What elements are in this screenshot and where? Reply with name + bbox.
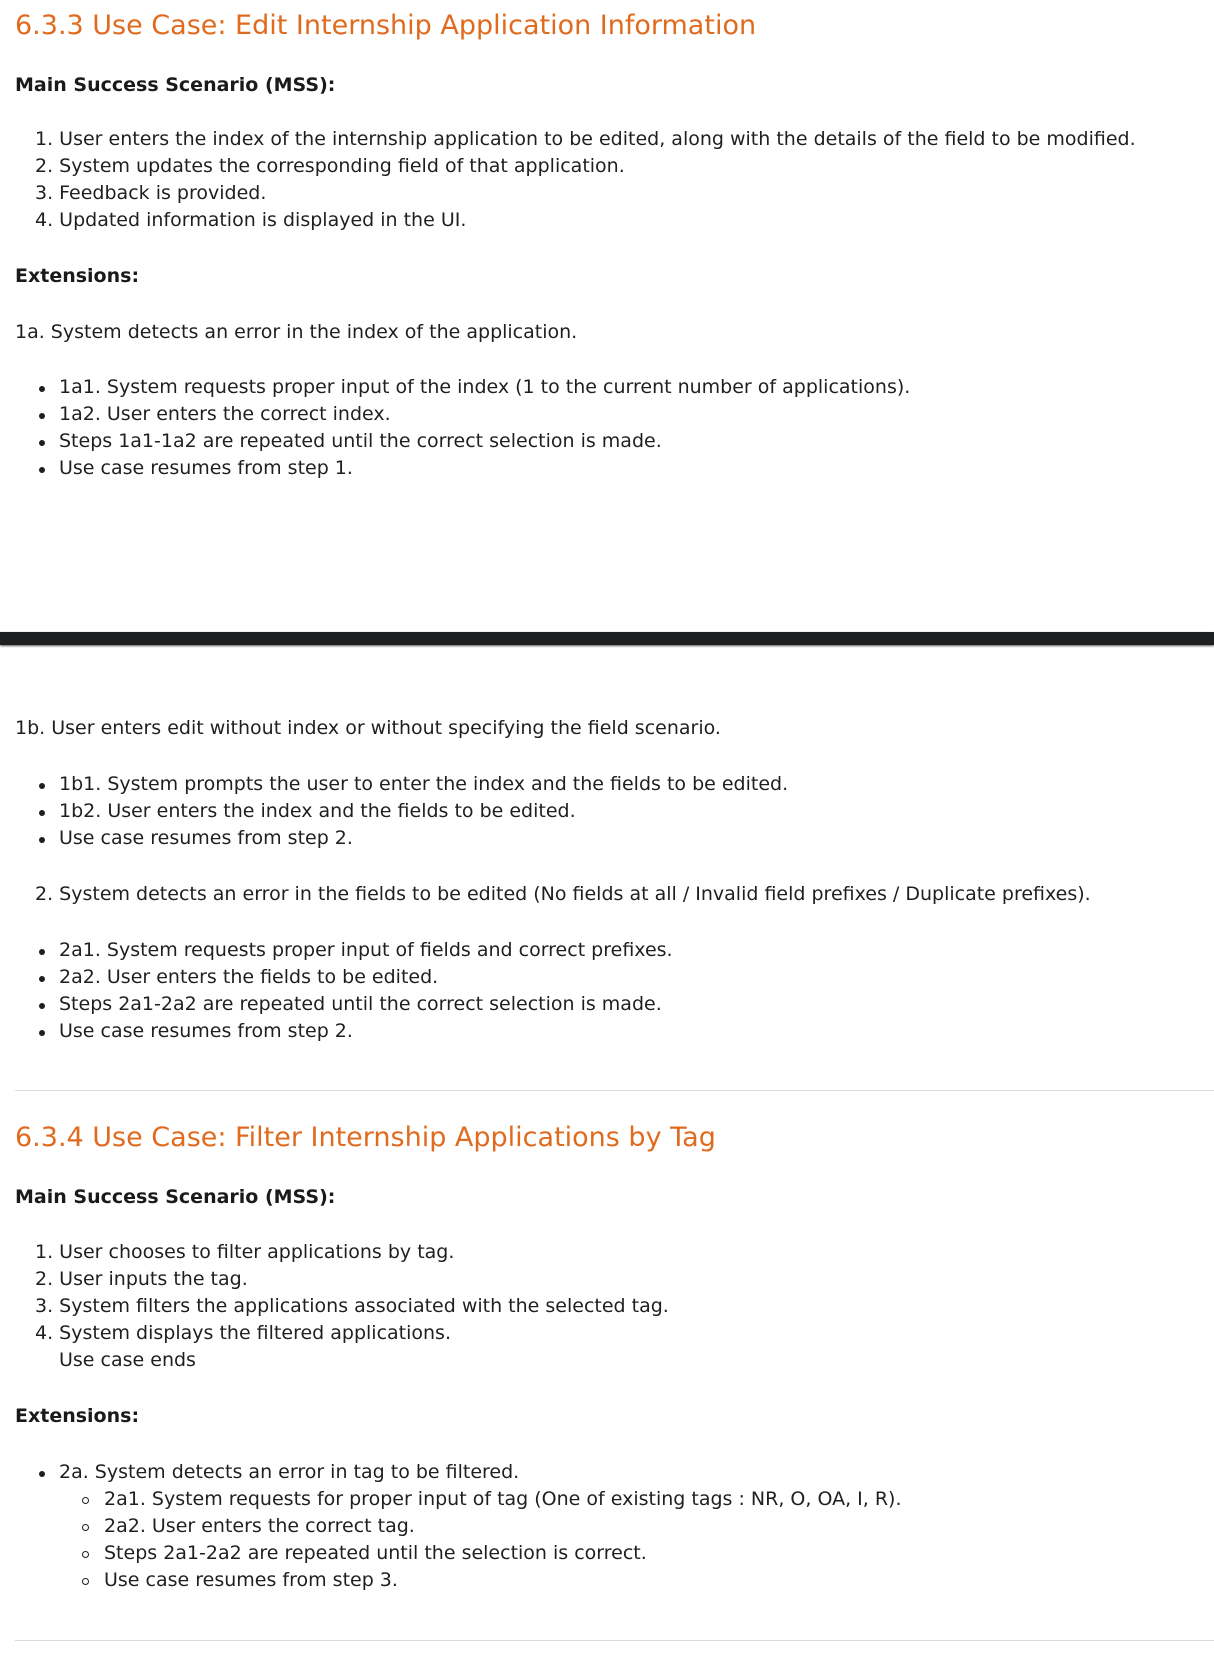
mss-step: 3. Feedback is provided.: [35, 182, 267, 204]
extension-1a: 1a. System detects an error in the index of the application.: [15, 321, 578, 343]
mss-label: Main Success Scenario (MSS):: [15, 1186, 336, 1208]
list-item: 2a1. System requests proper input of fields and correct prefixes.: [59, 939, 673, 961]
list-item: Use case resumes from step 2.: [59, 1020, 353, 1042]
list-item: 1a1. System requests proper input of the index (1 to the current number of applications).: [59, 376, 911, 398]
sub-list-item: Steps 2a1-2a2 are repeated until the selection is correct.: [104, 1542, 647, 1564]
extension-1b: 1b. User enters edit without index or without specifying the field scenario.: [15, 717, 721, 739]
list-item: 1b2. User enters the index and the fields to be edited.: [59, 800, 576, 822]
extensions-label: Extensions:: [15, 1405, 140, 1427]
mss-step: 4. Updated information is displayed in the UI.: [35, 209, 467, 231]
section-divider: [15, 1090, 1214, 1091]
section-divider: [15, 1640, 1214, 1641]
mss-step: 3. System filters the applications associated with the selected tag.: [35, 1295, 669, 1317]
mss-label: Main Success Scenario (MSS):: [15, 74, 336, 96]
list-item: Steps 1a1-1a2 are repeated until the correct selection is made.: [59, 430, 662, 452]
section-title-filter: 6.3.4 Use Case: Filter Internship Applications by Tag: [15, 1122, 716, 1153]
extensions-label: Extensions:: [15, 265, 140, 287]
page-break-divider: [0, 632, 1214, 645]
sub-list-item: Use case resumes from step 3.: [104, 1569, 398, 1591]
section-title-edit: 6.3.3 Use Case: Edit Internship Application Information: [15, 10, 757, 41]
sub-list-item: 2a1. System requests for proper input of tag (One of existing tags : NR, O, OA, I, R).: [104, 1488, 902, 1510]
mss-step: 4. System displays the filtered applications.: [35, 1322, 451, 1344]
mss-step: 1. User enters the index of the internship application to be edited, along with the details of the field to be modified.: [35, 128, 1136, 150]
mss-step: 1. User chooses to filter applications by tag.: [35, 1241, 455, 1263]
mss-end: Use case ends: [59, 1349, 196, 1371]
list-item: 2a2. User enters the fields to be edited.: [59, 966, 439, 988]
list-item: Use case resumes from step 2.: [59, 827, 353, 849]
list-item: Use case resumes from step 1.: [59, 457, 353, 479]
extension-2: 2. System detects an error in the fields to be edited (No fields at all / Invalid field prefixes / Duplicate prefixes).: [35, 883, 1091, 905]
sub-list-item: 2a2. User enters the correct tag.: [104, 1515, 415, 1537]
list-item: 1b1. System prompts the user to enter the index and the fields to be edited.: [59, 773, 789, 795]
mss-step: 2. User inputs the tag.: [35, 1268, 248, 1290]
list-item: Steps 2a1-2a2 are repeated until the correct selection is made.: [59, 993, 662, 1015]
list-item: 1a2. User enters the correct index.: [59, 403, 391, 425]
mss-step: 2. System updates the corresponding field of that application.: [35, 155, 625, 177]
extension-2a: 2a. System detects an error in tag to be filtered.: [59, 1461, 520, 1483]
